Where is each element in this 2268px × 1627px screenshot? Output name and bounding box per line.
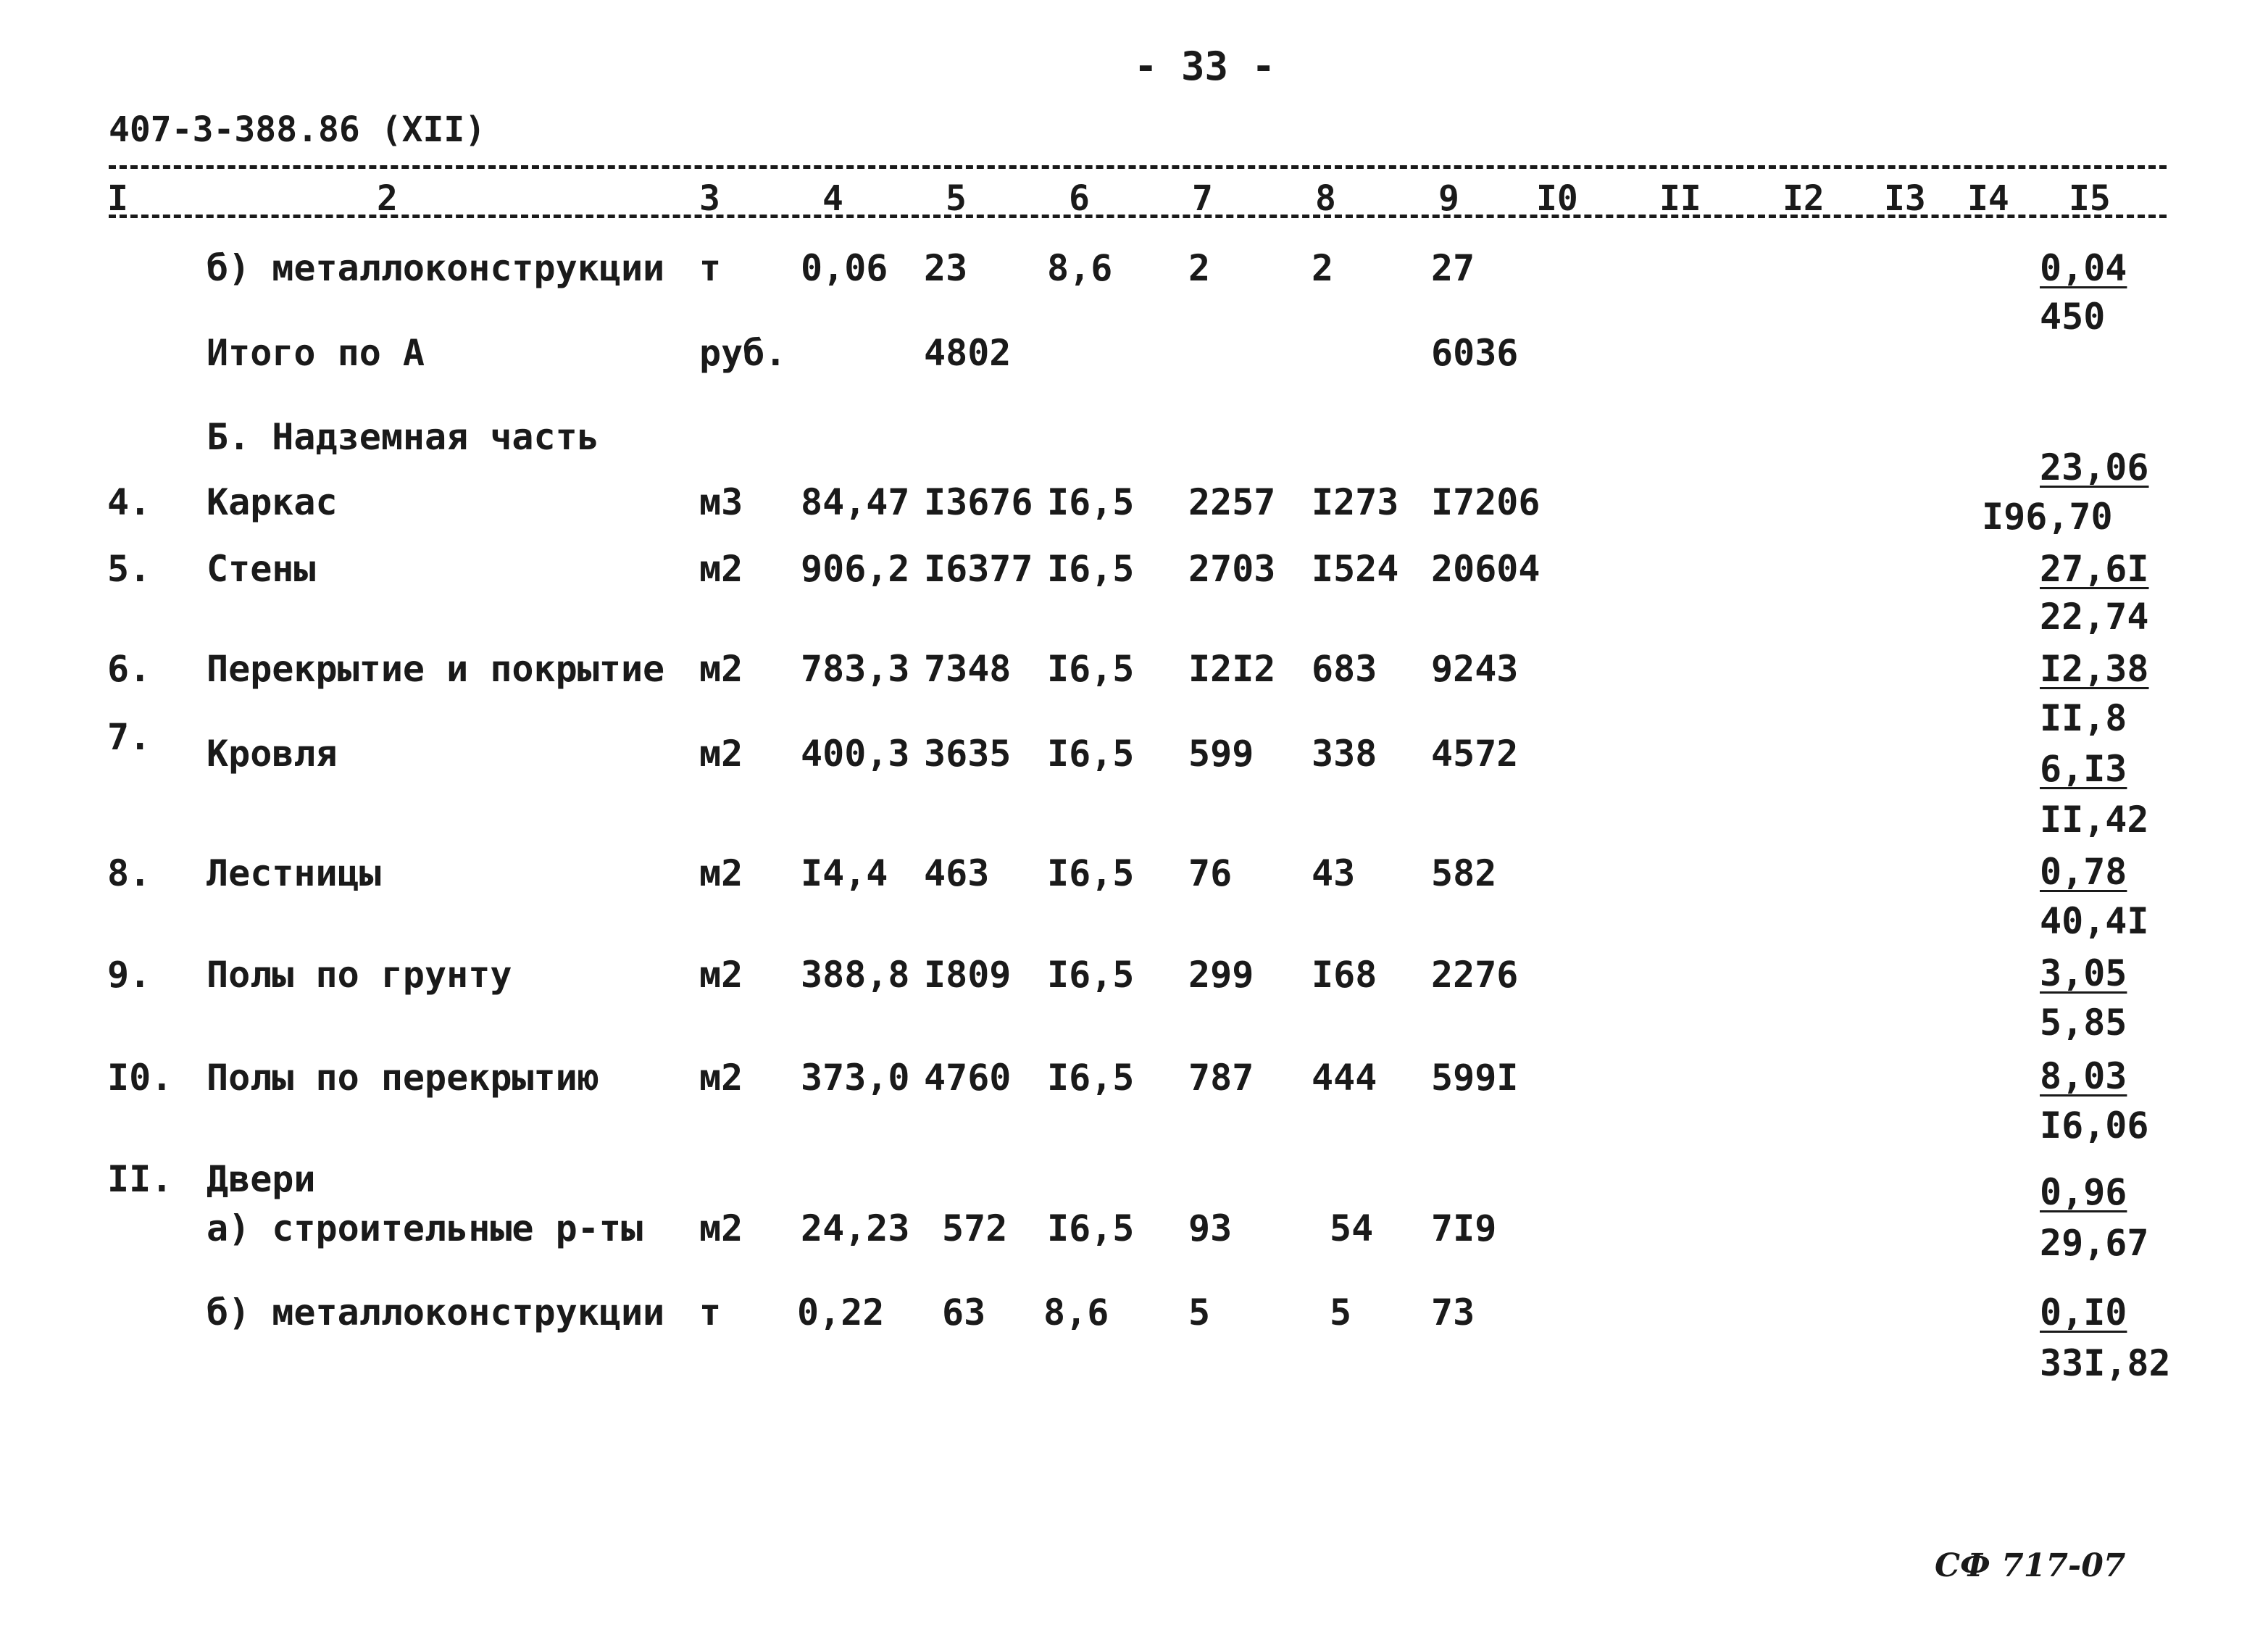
row-name: Итого по А — [207, 332, 425, 374]
cell-col15-top: 0,I0 — [2040, 1291, 2127, 1333]
column-header: 7 — [1192, 178, 1213, 219]
row-unit: м2 — [699, 954, 743, 996]
cell-col6: I6,5 — [1047, 481, 1135, 523]
cell-col8: 2 — [1312, 247, 1334, 289]
cell-col8: I68 — [1312, 954, 1377, 996]
cell-col15-bottom: 5,85 — [2040, 1002, 2127, 1044]
cell-col7: 2703 — [1188, 548, 1276, 590]
cell-col15-bottom: II,42 — [2040, 799, 2149, 841]
cell-col9: 582 — [1431, 852, 1497, 894]
cell-col15-bottom: II,8 — [2040, 697, 2127, 739]
row-number: I0. — [107, 1057, 173, 1099]
cell-col5: I809 — [924, 954, 1012, 996]
row-name: Лестницы — [207, 852, 381, 894]
row-name: Кровля — [207, 733, 338, 775]
cell-col15-bottom: 40,4I — [2040, 900, 2149, 942]
cell-col15-top: 0,96 — [2040, 1171, 2127, 1213]
cell-col6: 8,6 — [1047, 247, 1113, 289]
row-number: 5. — [107, 548, 151, 590]
cell-col8: I273 — [1312, 481, 1399, 523]
section-title: Б. Надземная часть — [207, 416, 599, 458]
cell-col9: 27 — [1431, 247, 1475, 289]
cell-col15-top: I2,38 — [2040, 648, 2149, 690]
cell-col9: 599I — [1431, 1057, 1519, 1099]
cell-col6: 8,6 — [1043, 1291, 1109, 1333]
row-unit: м2 — [699, 1057, 743, 1099]
row-number: 9. — [107, 954, 151, 996]
cell-col4: I4,4 — [801, 852, 888, 894]
cell-col5: 63 — [942, 1291, 986, 1333]
cell-col5: 572 — [942, 1207, 1008, 1249]
row-name: Полы по грунту — [207, 954, 512, 996]
row-unit: т — [699, 247, 722, 289]
cell-col5: 23 — [924, 247, 968, 289]
cell-col7: 93 — [1188, 1207, 1233, 1249]
header-bottom-rule — [109, 215, 2167, 218]
row-name: б) металлоконструкции — [207, 1291, 665, 1333]
cell-col9: 2276 — [1431, 954, 1519, 996]
column-header: II — [1659, 178, 1701, 219]
row-unit: м2 — [699, 648, 743, 690]
row-unit: т — [699, 1291, 722, 1333]
cell-col6: I6,5 — [1047, 1057, 1135, 1099]
column-header: 5 — [946, 178, 967, 219]
row-number: 8. — [107, 852, 151, 894]
column-header: I3 — [1884, 178, 1926, 219]
cell-col7: 5 — [1188, 1291, 1211, 1333]
cell-col4: 906,2 — [801, 548, 910, 590]
cell-col7: 299 — [1188, 954, 1254, 996]
cell-col5: I3676 — [924, 481, 1033, 523]
cell-col9: 20604 — [1431, 548, 1541, 590]
cell-col9: 73 — [1431, 1291, 1475, 1333]
column-header: 6 — [1069, 178, 1090, 219]
cell-col15-top: 27,6I — [2040, 548, 2149, 590]
cell-col7: 787 — [1188, 1057, 1254, 1099]
row-name: а) строительные р-ты — [207, 1207, 643, 1249]
cell-col8: 683 — [1312, 648, 1377, 690]
cell-col5: 4760 — [924, 1057, 1012, 1099]
cell-col7: 76 — [1188, 852, 1233, 894]
cell-col6: I6,5 — [1047, 1207, 1135, 1249]
row-unit: м3 — [699, 481, 743, 523]
cell-col4: 373,0 — [801, 1057, 910, 1099]
row-unit: м2 — [699, 1207, 743, 1249]
cell-col15-top: 8,03 — [2040, 1055, 2127, 1097]
cell-col7: I2I2 — [1188, 648, 1276, 690]
row-name: Каркас — [207, 481, 338, 523]
cell-col8: 43 — [1312, 852, 1356, 894]
cell-col6: I6,5 — [1047, 548, 1135, 590]
column-header: 9 — [1438, 178, 1459, 219]
cell-col4: 400,3 — [801, 733, 910, 775]
cell-col6: I6,5 — [1047, 954, 1135, 996]
row-name: Двери — [207, 1158, 316, 1200]
column-header: 4 — [822, 178, 843, 219]
cell-col5: 4802 — [924, 332, 1012, 374]
row-name: Стены — [207, 548, 316, 590]
cell-col4: 84,47 — [801, 481, 910, 523]
cell-col7: 2 — [1188, 247, 1211, 289]
cell-col4: 783,3 — [801, 648, 910, 690]
cell-col15-bottom: 450 — [2040, 296, 2106, 338]
column-header: 8 — [1315, 178, 1336, 219]
row-name: Полы по перекрытию — [207, 1057, 599, 1099]
cell-col15-bottom: I96,70 — [1982, 496, 2113, 538]
cell-col6: I6,5 — [1047, 852, 1135, 894]
row-unit: руб. — [699, 332, 787, 374]
document-code: 407-3-388.86 (XII) — [109, 109, 486, 150]
cell-col15-bottom: I6,06 — [2040, 1104, 2149, 1147]
cell-col4: 24,23 — [801, 1207, 910, 1249]
page-number: - 33 - — [1134, 43, 1276, 89]
cell-col15-bottom: 33I,82 — [2040, 1342, 2171, 1384]
header-top-rule — [109, 165, 2167, 169]
row-unit: м2 — [699, 548, 743, 590]
column-header: I4 — [1967, 178, 2009, 219]
cell-col15-top: 0,04 — [2040, 247, 2127, 289]
cell-col15-top: 6,I3 — [2040, 748, 2127, 790]
cell-col5: 3635 — [924, 733, 1012, 775]
column-header: 2 — [377, 178, 398, 219]
row-name: Перекрытие и покрытие — [207, 648, 665, 690]
row-unit: м2 — [699, 733, 743, 775]
row-number: II. — [107, 1158, 173, 1200]
cell-col9: I7206 — [1431, 481, 1541, 523]
cell-col4: 0,22 — [797, 1291, 885, 1333]
cell-col9: 9243 — [1431, 648, 1519, 690]
cell-col6: I6,5 — [1047, 733, 1135, 775]
cell-col9: 6036 — [1431, 332, 1519, 374]
cell-col4: 0,06 — [801, 247, 888, 289]
cell-col8: 444 — [1312, 1057, 1377, 1099]
cell-col5: I6377 — [924, 548, 1033, 590]
cell-col15-top: 23,06 — [2040, 446, 2149, 488]
column-header: I0 — [1536, 178, 1578, 219]
archive-stamp: СФ 717-07 — [1935, 1547, 2126, 1584]
cell-col5: 463 — [924, 852, 990, 894]
column-header: 3 — [699, 178, 720, 219]
cell-col9: 4572 — [1431, 733, 1519, 775]
cell-col8: 54 — [1330, 1207, 1374, 1249]
cell-col15-top: 3,05 — [2040, 952, 2127, 994]
cell-col8: 5 — [1330, 1291, 1352, 1333]
row-number: 4. — [107, 481, 151, 523]
column-header: I5 — [2069, 178, 2111, 219]
column-header: I — [107, 178, 128, 219]
cell-col5: 7348 — [924, 648, 1012, 690]
cell-col15-bottom: 22,74 — [2040, 596, 2149, 638]
cell-col7: 599 — [1188, 733, 1254, 775]
cell-col6: I6,5 — [1047, 648, 1135, 690]
cell-col8: 338 — [1312, 733, 1377, 775]
row-name: б) металлоконструкции — [207, 247, 665, 289]
cell-col4: 388,8 — [801, 954, 910, 996]
row-number: 6. — [107, 648, 151, 690]
row-unit: м2 — [699, 852, 743, 894]
row-number: 7. — [107, 716, 151, 758]
cell-col9: 7I9 — [1431, 1207, 1497, 1249]
cell-col8: I524 — [1312, 548, 1399, 590]
cell-col15-bottom: 29,67 — [2040, 1222, 2149, 1264]
cell-col7: 2257 — [1188, 481, 1276, 523]
column-header: I2 — [1783, 178, 1825, 219]
cell-col15-top: 0,78 — [2040, 851, 2127, 893]
